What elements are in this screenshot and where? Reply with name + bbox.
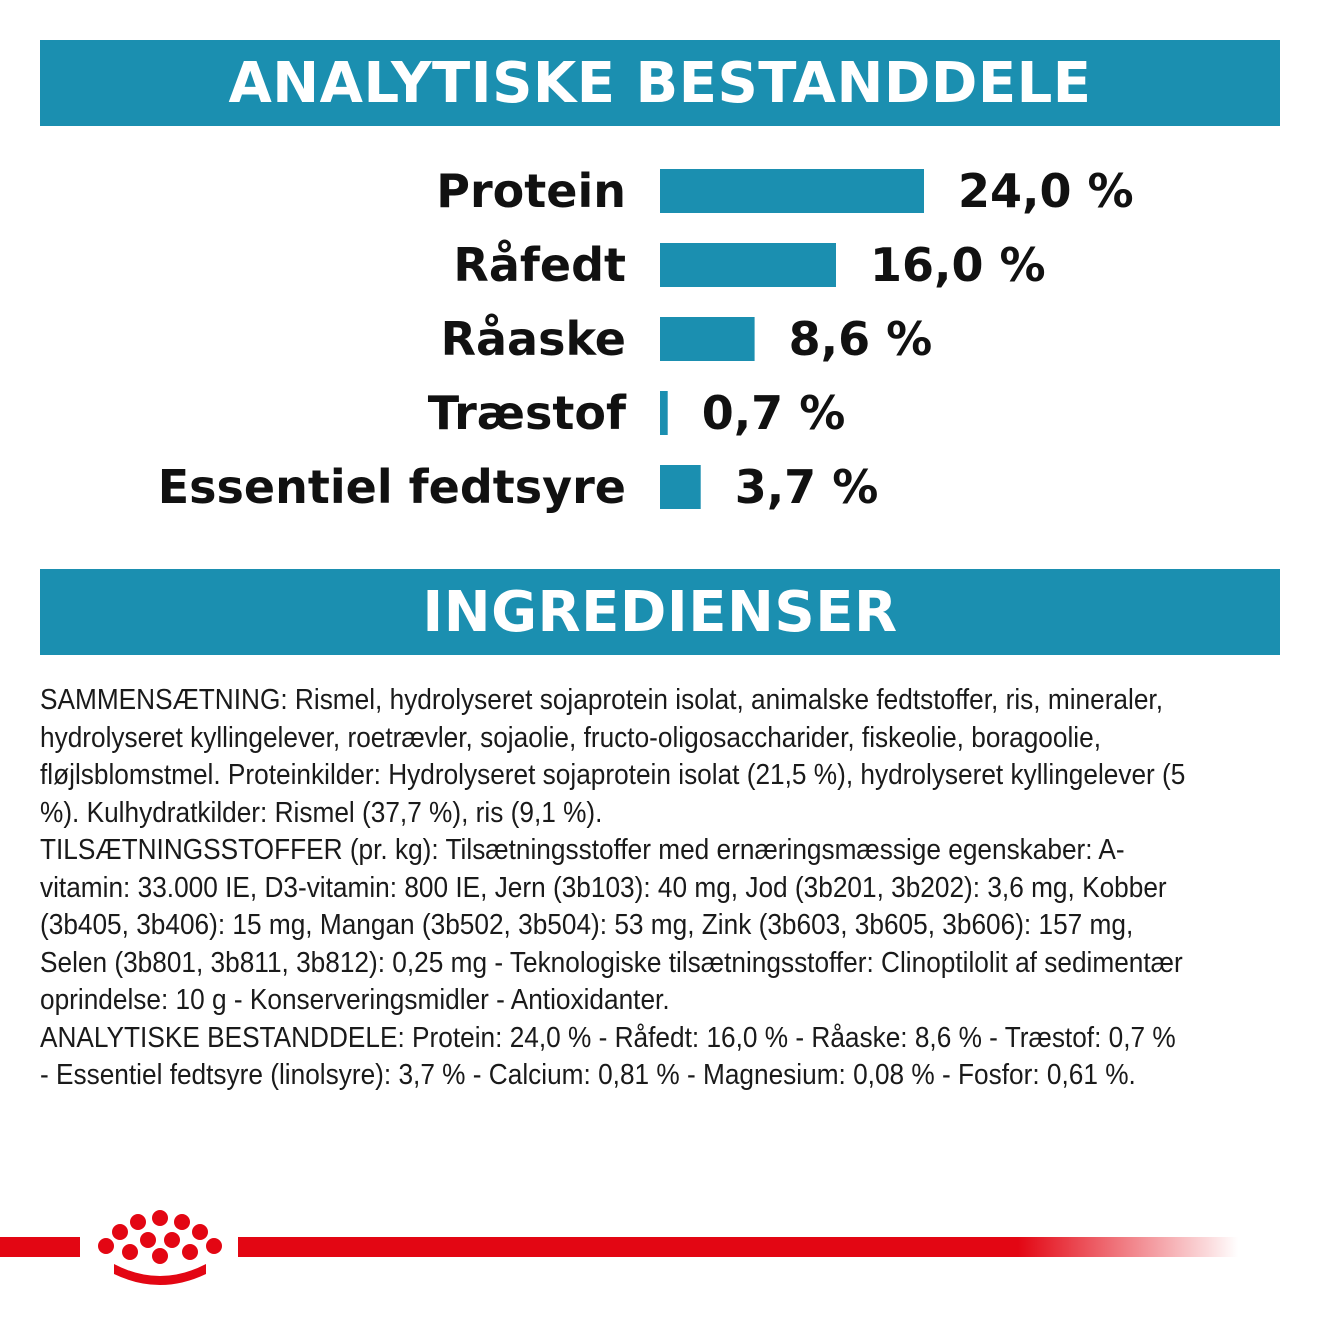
category-label: Træstof xyxy=(427,386,626,440)
value-label: 0,7 % xyxy=(701,386,846,440)
bar xyxy=(660,465,701,509)
ingredients-text xyxy=(40,682,1190,1095)
category-label: Protein xyxy=(436,164,626,218)
footer-red-line-right xyxy=(238,1237,1238,1257)
analytics-bar-chart xyxy=(0,150,1320,550)
category-label: Råfedt xyxy=(453,238,626,292)
ingredients-title: INGREDIENSER xyxy=(422,579,898,645)
ingredients-additives: TILSÆTNINGSSTOFFER (pr. kg): Tilsætningsstoffer med ernæringsmæssige egenskaber: A-vitamin: 33.000 IE, D3-vitamin: 800 IE, Jern (3b103): 40 mg, Jod (3b201, 3b202): 3,6 mg, Kobber (3b405, 3b406): 15 mg, Mangan (3b502, 3b504): 53 mg, Zink (3b603, 3b605, 3b606): 157 mg, Selen (3b801, 3b811, 3b812): 0,25 mg - Teknologiske tilsætningsstoffer: Clinoptilolit af sedimentær oprindelse: 10 g - Konserveringsmidler - Antioxidanter. xyxy=(40,834,1183,1016)
bar xyxy=(660,169,924,213)
bar xyxy=(660,317,755,361)
brand-footer xyxy=(0,1200,1320,1290)
ingredients-composition: SAMMENSÆTNING: Rismel, hydrolyseret sojaprotein isolat, animalske fedtstoffer, ris, mineraler, hydrolyseret kyllingelever, roetrævler, sojaolie, fructo-oligosaccharider, fiskeolie, boragoolie, fløjlsblomstmel. Proteinkilder: Hydrolyseret sojaprotein isolat (21,5 %), hydrolyseret kyllingelever (5 %). Kulhydratkilder: Rismel (37,7 %), ris (9,1 %). xyxy=(40,684,1186,829)
crown-icon xyxy=(92,1208,228,1286)
bar xyxy=(660,243,836,287)
category-label: Råaske xyxy=(440,312,626,366)
value-label: 24,0 % xyxy=(958,164,1134,218)
ingredients-header xyxy=(40,569,1280,655)
value-label: 16,0 % xyxy=(870,238,1046,292)
footer-red-line-left xyxy=(0,1237,80,1257)
analytics-header xyxy=(40,40,1280,126)
analytics-title: ANALYTISKE BESTANDDELE xyxy=(228,50,1092,116)
category-label: Essentiel fedtsyre xyxy=(157,460,626,514)
ingredients-analytics: ANALYTISKE BESTANDDELE: Protein: 24,0 % - Råfedt: 16,0 % - Råaske: 8,6 % - Træstof: 0,7 % - Essentiel fedtsyre (linolsyre): 3,7 % - Calcium: 0,81 % - Magnesium: 0,08 % - Fosfor: 0,61 %. xyxy=(40,1021,1176,1091)
value-label: 8,6 % xyxy=(788,312,933,366)
bar xyxy=(660,391,668,435)
value-label: 3,7 % xyxy=(734,460,879,514)
